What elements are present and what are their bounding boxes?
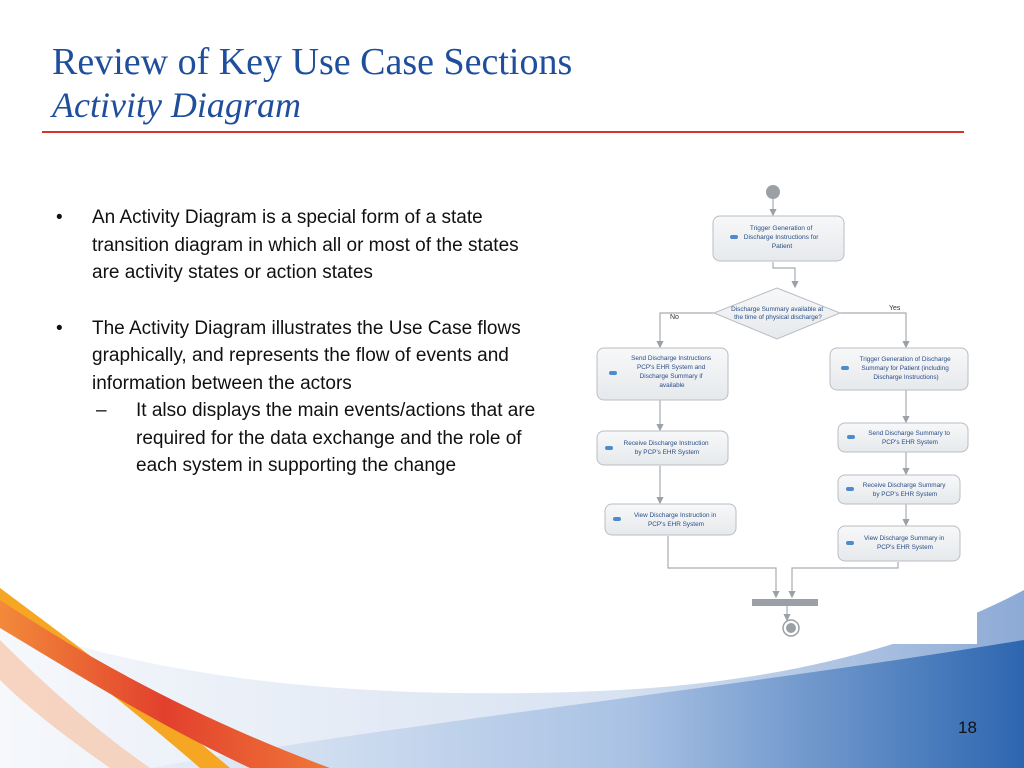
trigger-label: Patient [771,243,793,250]
bullet-mark: • [56,207,63,228]
trigger-discharge-summary-node [830,348,968,390]
right-receive-label: by PCP's EHR System [872,491,938,498]
view-label: PCP's EHR System [648,521,704,528]
send-discharge-summary-node [838,423,968,452]
right-receive-label: Receive Discharge Summary [862,482,946,489]
receive-discharge-summary-node [838,475,960,504]
send-label: available [659,382,685,389]
send-label: Discharge Summary if [639,373,703,380]
receive-discharge-instruction-node [597,431,728,465]
slide-title: Review of Key Use Case Sections [52,41,573,83]
right-send-label: PCP's EHR System [882,439,938,446]
send-label: PCP's EHR System and [636,364,706,371]
decision-label: Discharge Summary available at [731,306,824,313]
bullet-text: An Activity Diagram is a special form of a state transition diagram in which all or most of the states are activity states or action states [92,207,519,283]
decision-label: the time of physical discharge? [734,314,822,321]
slide-subtitle: Activity Diagram [52,85,301,125]
no-label: No [670,314,679,321]
trigger-label: Discharge Instructions for [743,234,819,241]
end-node [783,620,799,636]
bullet-mark: • [56,317,63,339]
bullet-item [56,204,536,287]
right-trigger-label: Trigger Generation of Discharge [859,356,951,363]
title-block [52,40,572,126]
trigger-generation-node [713,216,844,261]
right-view-label: View Discharge Summary in [864,535,945,542]
view-discharge-instruction-node [605,504,736,535]
send-discharge-instructions-node [597,348,728,400]
page-number: 18 [958,718,977,737]
right-view-label: PCP's EHR System [877,544,933,551]
right-send-label: Send Discharge Summary to [868,430,950,437]
yes-label: Yes [889,305,901,312]
receive-label: by PCP's EHR System [634,449,700,456]
start-node [766,185,780,199]
decision-node [714,288,840,339]
bullet-item [56,315,536,480]
sub-bullet-text: It also displays the main events/actions that are required for the data exchange and the role of each system in supporting the change [136,400,536,476]
trigger-label: Trigger Generation of [749,225,813,232]
bullet-list [56,204,536,480]
activity-diagram [587,178,977,644]
sub-bullet-item [92,397,536,480]
view-label: View Discharge Instruction in [633,512,717,519]
title-divider [42,131,964,133]
right-trigger-label: Discharge Instructions) [873,374,939,381]
right-trigger-label: Summary for Patient (including [861,365,949,372]
view-discharge-summary-node [838,526,960,561]
join-bar [752,599,818,606]
svg-text:Trigger Generation of Discharg [860,356,953,381]
send-label: Send Discharge Instructions [631,355,712,362]
sub-bullet-mark: – [96,400,107,421]
activity-diagram-panel [587,178,977,644]
receive-label: Receive Discharge Instruction [623,440,709,447]
svg-text:Discharge Summary available at [731,306,825,321]
bullet-text: The Activity Diagram illustrates the Use Case flows graphically, and represents the flow of events and information between the actors [92,317,521,394]
